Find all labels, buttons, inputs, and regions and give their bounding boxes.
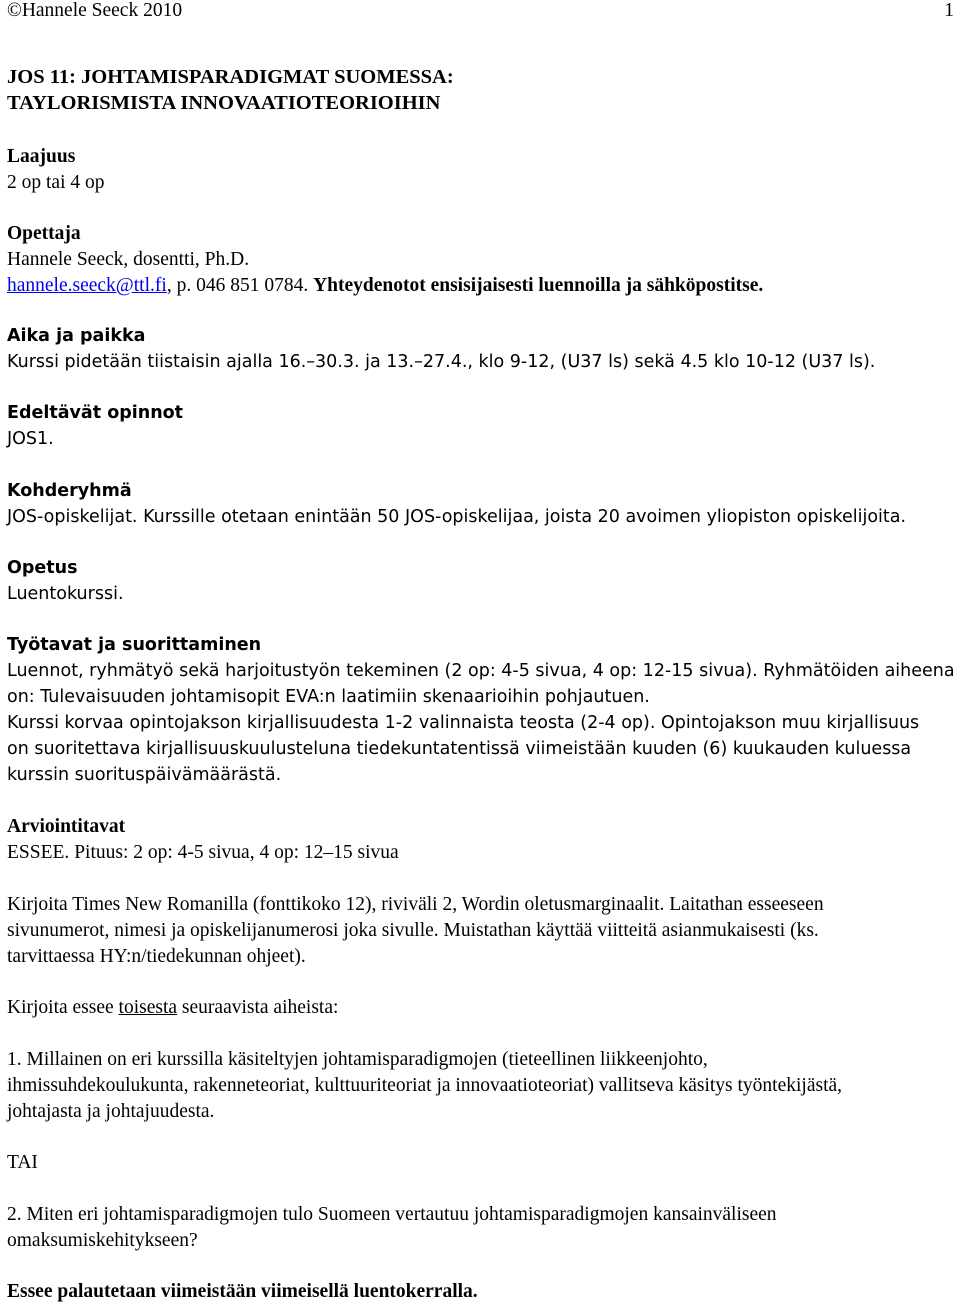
ohjeet-line: sivunumerot, nimesi ja opiskelijanumerosi joka sivulle. Muistathan käyttää viitteitä asianmukaisesti (ks. (7, 920, 819, 941)
aiheet-intro-part-1: Kirjoita essee (7, 997, 119, 1018)
arviointi-text (7, 840, 399, 866)
kohderyhma-text (7, 505, 906, 531)
kohderyhma-heading: Kohderyhmä (7, 481, 132, 501)
contact-note: Yhteydenotot ensisijaisesti luennoilla ja sähköpostitse. (313, 275, 764, 296)
email-link[interactable]: hannele.seeck@ttl.fi (7, 275, 167, 296)
topic-1-line: ihmissuhdekoulukunta, rakenneteoriat, kulttuuriteoriat ja innovaatioteoriat) vallitseva käsitys työntekijästä, (7, 1075, 843, 1096)
arviointi-text-part-2: Pituus: 2 op: 4-5 sivua, 4 op: 12–15 sivua (74, 842, 399, 863)
topic-1-line: johtajasta ja johtajuudesta. (7, 1101, 215, 1122)
ohjeet-line: Kirjoita Times New Romanilla (fonttikoko 12), riviväli 2, Wordin oletusmarginaalit. Laitathan esseeseen (7, 894, 824, 915)
tyotavat-heading: Työtavat ja suorittaminen (7, 635, 262, 655)
aiheet-intro-underlined: toisesta (118, 997, 178, 1018)
submission-note: Essee palautetaan viimeistään viimeisellä luentokerralla. (7, 1281, 478, 1302)
teacher-name: Hannele Seeck, dosentti, Ph.D. (7, 249, 250, 270)
course-title-line-2: TAYLORISMISTA INNOVAATIOTEORIOIHIN (7, 92, 441, 114)
aika-text: Kurssi pidetään tiistaisin ajalla 16.–30.3. ja 13.–27.4., klo 9-12, (U37 ls) sekä 4.5 klo 10-12 (U37 ls). (7, 352, 876, 372)
opetus-text: Luentokurssi. (7, 584, 124, 604)
edeltavat-text: JOS1. (7, 429, 54, 449)
topic-1-line: 1. Millainen on eri kurssilla käsiteltyjen johtamisparadigmojen (tieteellinen liikkeenjohto, (7, 1049, 708, 1070)
course-title-line-1: JOS 11: JOHTAMISPARADIGMAT SUOMESSA: (7, 66, 454, 88)
tyotavat-line: on: Tulevaisuuden johtamisopit EVA:n laatimiin skenaarioihin pohjautuen. (7, 687, 650, 707)
contact-line (7, 273, 763, 299)
tyotavat-line: Luennot, ryhmätyö sekä harjoitustyön tekeminen (2 op: 4-5 sivua, 4 op: 12-15 sivua). Ryhmätöiden aiheena (7, 661, 955, 681)
kohderyhma-text-part-1: JOS-opiskelijat. (7, 507, 144, 527)
laajuus-text: 2 op tai 4 op (7, 172, 105, 193)
topic-2-line: omaksumiskehitykseen? (7, 1230, 198, 1251)
aika-heading: Aika ja paikka (7, 326, 146, 346)
aiheet-intro-part-2: seuraavista aiheista: (177, 997, 339, 1018)
arviointi-text-part-1: ESSEE. (7, 842, 75, 863)
opettaja-heading: Opettaja (7, 223, 81, 244)
page-number: 1 (944, 0, 954, 21)
kohderyhma-text-part-2: Kurssille otetaan enintään 50 JOS-opiskelijaa, joista 20 avoimen yliopiston opiskelijoita. (143, 507, 907, 527)
aiheet-intro (7, 995, 338, 1021)
copyright: ©Hannele Seeck 2010 (7, 0, 183, 21)
ohjeet-line: tarvittaessa HY:n/tiedekunnan ohjeet). (7, 946, 306, 967)
edeltavat-heading: Edeltävät opinnot (7, 403, 184, 423)
laajuus-heading: Laajuus (7, 146, 76, 167)
tyotavat-line: Kurssi korvaa opintojakson kirjallisuudesta 1-2 valinnaista teosta (2-4 op). Opintojakson muu kirjallisuus (7, 713, 920, 733)
opetus-heading: Opetus (7, 558, 78, 578)
or-separator: TAI (7, 1152, 38, 1173)
arviointi-heading: Arviointitavat (7, 816, 126, 837)
tyotavat-line: kurssin suorituspäivämäärästä. (7, 765, 282, 785)
phone-text: , p. 046 851 0784. (166, 275, 314, 296)
topic-2-line: 2. Miten eri johtamisparadigmojen tulo Suomeen vertautuu johtamisparadigmojen kansainväliseen (7, 1204, 777, 1225)
tyotavat-line: on suoritettava kirjallisuuskuulusteluna tiedekuntatentissä viimeistään kuuden (6) kuukauden kuluessa (7, 739, 912, 759)
